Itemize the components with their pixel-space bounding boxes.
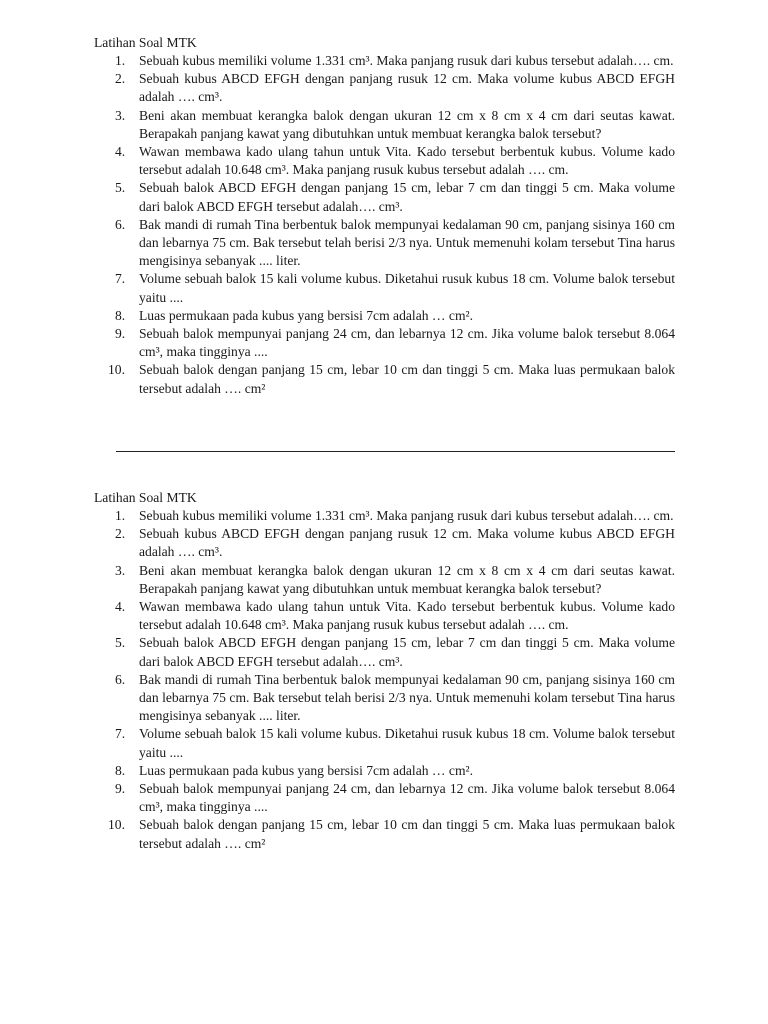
question-text: Volume sebuah balok 15 kali volume kubus. Diketahui rusuk kubus 18 cm. Volume balok tersebut yaitu .... <box>139 726 675 760</box>
question-item <box>94 179 675 215</box>
worksheet-title: Latihan Soal MTK <box>94 490 197 505</box>
question-text: Sebuah kubus memiliki volume 1.331 cm³. Maka panjang rusuk dari kubus tersebut adalah…. cm. <box>139 53 674 68</box>
question-number: 10. <box>108 817 125 833</box>
question-item <box>94 598 675 634</box>
question-number: 4. <box>115 599 126 615</box>
question-number: 2. <box>115 71 126 87</box>
section-divider-line <box>116 451 675 452</box>
question-item <box>94 507 675 525</box>
question-number: 9. <box>115 781 126 797</box>
question-text: Sebuah balok mempunyai panjang 24 cm, dan lebarnya 12 cm. Jika volume balok tersebut 8.064 cm³, maka tingginya .... <box>139 781 675 815</box>
worksheet-title: Latihan Soal MTK <box>94 35 197 50</box>
question-item <box>94 634 675 670</box>
question-list <box>94 507 675 853</box>
question-text: Sebuah balok ABCD EFGH dengan panjang 15 cm, lebar 7 cm dan tinggi 5 cm. Maka volume dari balok ABCD EFGH tersebut adalah…. cm³. <box>139 180 675 214</box>
question-item <box>94 780 675 816</box>
question-number: 1. <box>115 508 126 523</box>
question-text: Bak mandi di rumah Tina berbentuk balok mempunyai kedalaman 90 cm, panjang sisinya 160 cm dan lebarnya 75 cm. Bak tersebut telah berisi 2/3 nya. Untuk memenuhi kolam tersebut Tina harus mengisinya sebanyak .... liter. <box>139 671 675 724</box>
question-text: Sebuah kubus ABCD EFGH dengan panjang rusuk 12 cm. Maka volume kubus ABCD EFGH adalah …. cm³. <box>139 526 675 560</box>
question-text: Sebuah balok dengan panjang 15 cm, lebar 10 cm dan tinggi 5 cm. Maka luas permukaan balok tersebut adalah …. cm² <box>139 817 675 851</box>
question-number: 10. <box>108 362 125 378</box>
question-number: 4. <box>115 144 126 160</box>
question-text: Wawan membawa kado ulang tahun untuk Vita. Kado tersebut berbentuk kubus. Volume kado tersebut adalah 10.648 cm³. Maka panjang rusuk kubus tersebut adalah …. cm. <box>139 599 675 633</box>
question-text: Luas permukaan pada kubus yang bersisi 7cm adalah … cm². <box>139 762 474 778</box>
question-number: 7. <box>115 726 126 742</box>
question-item <box>94 361 675 397</box>
question-number: 1. <box>115 53 126 68</box>
question-item <box>94 307 675 325</box>
question-number: 8. <box>115 762 126 778</box>
question-text: Beni akan membuat kerangka balok dengan ukuran 12 cm x 8 cm x 4 cm dari seutas kawat. Berapakah panjang kawat yang dibutuhkan untuk membuat kerangka balok tersebut? <box>139 562 675 596</box>
question-number: 6. <box>115 671 126 687</box>
question-number: 5. <box>115 180 126 196</box>
question-item <box>94 52 675 70</box>
question-item <box>94 562 675 598</box>
question-text: Sebuah kubus ABCD EFGH dengan panjang rusuk 12 cm. Maka volume kubus ABCD EFGH adalah …. cm³. <box>139 71 675 105</box>
question-item <box>94 270 675 306</box>
question-text: Beni akan membuat kerangka balok dengan ukuran 12 cm x 8 cm x 4 cm dari seutas kawat. Berapakah panjang kawat yang dibutuhkan untuk membuat kerangka balok tersebut? <box>139 107 675 141</box>
question-text: Sebuah balok dengan panjang 15 cm, lebar 10 cm dan tinggi 5 cm. Maka luas permukaan balok tersebut adalah …. cm² <box>139 362 675 396</box>
question-item <box>94 216 675 271</box>
question-list <box>94 52 675 398</box>
question-number: 3. <box>115 562 126 578</box>
question-number: 8. <box>115 307 126 323</box>
question-item <box>94 107 675 143</box>
question-number: 2. <box>115 526 126 542</box>
question-item <box>94 725 675 761</box>
question-item <box>94 525 675 561</box>
question-text: Luas permukaan pada kubus yang bersisi 7cm adalah … cm². <box>139 307 474 323</box>
question-item <box>94 70 675 106</box>
question-item <box>94 816 675 852</box>
question-text: Sebuah balok mempunyai panjang 24 cm, dan lebarnya 12 cm. Jika volume balok tersebut 8.064 cm³, maka tingginya .... <box>139 326 675 360</box>
question-item <box>94 762 675 780</box>
question-text: Bak mandi di rumah Tina berbentuk balok mempunyai kedalaman 90 cm, panjang sisinya 160 cm dan lebarnya 75 cm. Bak tersebut telah berisi 2/3 nya. Untuk memenuhi kolam tersebut Tina harus mengisinya sebanyak .... liter. <box>139 216 675 269</box>
question-item <box>94 143 675 179</box>
question-item <box>94 671 675 726</box>
question-text: Sebuah kubus memiliki volume 1.331 cm³. Maka panjang rusuk dari kubus tersebut adalah…. cm. <box>139 508 674 523</box>
question-number: 6. <box>115 216 126 232</box>
question-item <box>94 325 675 361</box>
worksheet-section-1 <box>94 34 675 398</box>
worksheet-section-2 <box>94 489 675 853</box>
question-text: Volume sebuah balok 15 kali volume kubus. Diketahui rusuk kubus 18 cm. Volume balok tersebut yaitu .... <box>139 271 675 305</box>
question-number: 9. <box>115 326 126 342</box>
question-number: 7. <box>115 271 126 287</box>
question-text: Wawan membawa kado ulang tahun untuk Vita. Kado tersebut berbentuk kubus. Volume kado tersebut adalah 10.648 cm³. Maka panjang rusuk kubus tersebut adalah …. cm. <box>139 144 675 178</box>
question-number: 5. <box>115 635 126 651</box>
question-number: 3. <box>115 107 126 123</box>
question-text: Sebuah balok ABCD EFGH dengan panjang 15 cm, lebar 7 cm dan tinggi 5 cm. Maka volume dari balok ABCD EFGH tersebut adalah…. cm³. <box>139 635 675 669</box>
